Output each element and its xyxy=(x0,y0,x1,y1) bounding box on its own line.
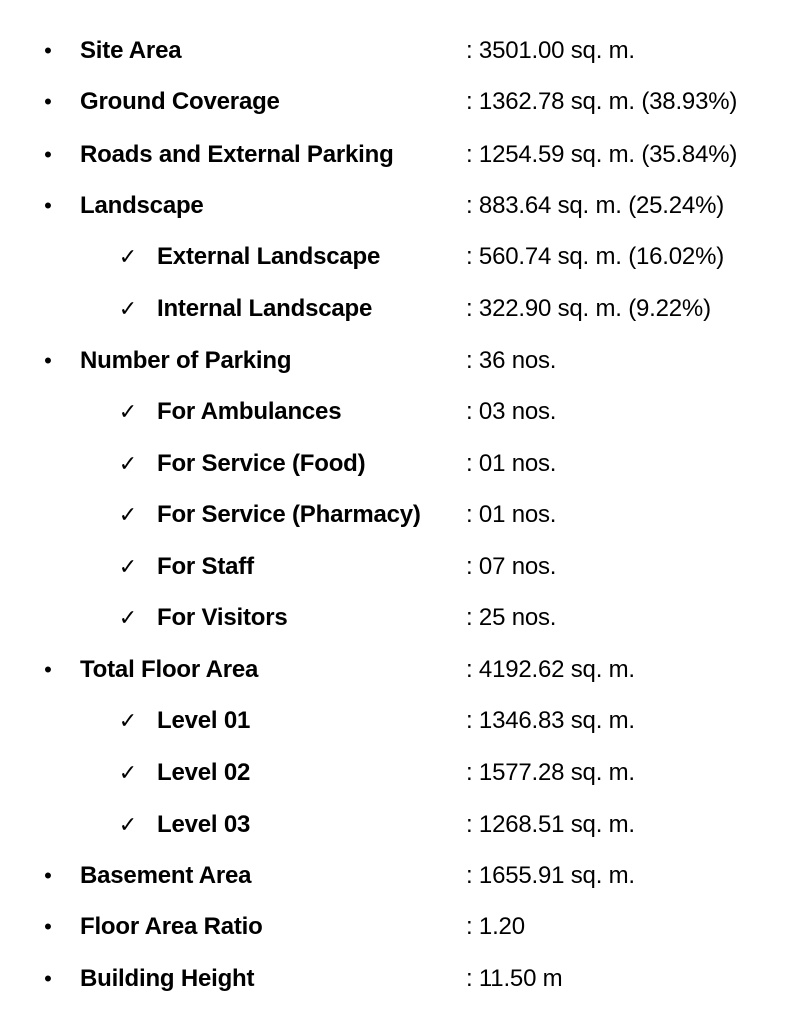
item-value: : 1254.59 sq. m. (35.84%) xyxy=(466,141,738,168)
list-item-for-service-food xyxy=(0,444,800,484)
bullet-icon: • xyxy=(44,38,52,63)
item-label: Landscape xyxy=(80,192,204,219)
item-label: Ground Coverage xyxy=(80,88,280,115)
bullet-icon: • xyxy=(44,914,52,939)
item-value: : 1346.83 sq. m. xyxy=(466,707,635,734)
item-value: : 322.90 sq. m. (9.22%) xyxy=(466,295,711,322)
list-item-landscape xyxy=(0,186,800,226)
checkmark-icon: ✓ xyxy=(118,812,138,837)
checkmark-icon: ✓ xyxy=(118,605,138,630)
item-value: : 4192.62 sq. m. xyxy=(466,656,635,683)
item-label: Site Area xyxy=(80,37,182,64)
item-value: : 1268.51 sq. m. xyxy=(466,811,635,838)
item-label: Number of Parking xyxy=(80,347,292,374)
item-label: For Visitors xyxy=(157,604,288,631)
item-label: Floor Area Ratio xyxy=(80,913,263,940)
item-value: : 03 nos. xyxy=(466,398,557,425)
checkmark-icon: ✓ xyxy=(118,554,138,579)
list-item-for-visitors xyxy=(0,598,800,638)
list-item-basement-area xyxy=(0,856,800,896)
checkmark-icon: ✓ xyxy=(118,244,138,269)
item-label: Level 03 xyxy=(157,811,251,838)
list-item-internal-landscape xyxy=(0,289,800,329)
list-item-ground-coverage xyxy=(0,82,800,122)
item-value: : 1577.28 sq. m. xyxy=(466,759,635,786)
bullet-icon: • xyxy=(44,657,52,682)
list-item-level-02 xyxy=(0,753,800,793)
item-label: Basement Area xyxy=(80,862,252,889)
item-label: Internal Landscape xyxy=(157,295,373,322)
list-item-building-height xyxy=(0,959,800,999)
checkmark-icon: ✓ xyxy=(118,708,138,733)
item-label: For Service (Pharmacy) xyxy=(157,501,421,528)
checkmark-icon: ✓ xyxy=(118,296,138,321)
item-value: : 01 nos. xyxy=(466,501,557,528)
item-label: For Ambulances xyxy=(157,398,342,425)
bullet-icon: • xyxy=(44,142,52,167)
item-value: : 11.50 m xyxy=(466,965,563,992)
item-label: External Landscape xyxy=(157,243,381,270)
bullet-icon: • xyxy=(44,348,52,373)
item-value: : 883.64 sq. m. (25.24%) xyxy=(466,192,725,219)
item-value: : 3501.00 sq. m. xyxy=(466,37,635,64)
item-label: For Staff xyxy=(157,553,254,580)
bullet-icon: • xyxy=(44,193,52,218)
item-label: Building Height xyxy=(80,965,255,992)
item-label: Level 02 xyxy=(157,759,251,786)
item-value: : 01 nos. xyxy=(466,450,557,477)
bullet-icon: • xyxy=(44,966,52,991)
list-item-site-area xyxy=(0,31,800,71)
item-value: : 560.74 sq. m. (16.02%) xyxy=(466,243,725,270)
list-item-level-01 xyxy=(0,701,800,741)
list-item-for-service-pharmacy xyxy=(0,495,800,535)
item-value: : 1362.78 sq. m. (38.93%) xyxy=(466,88,738,115)
list-item-floor-area-ratio xyxy=(0,907,800,947)
item-value: : 36 nos. xyxy=(466,347,557,374)
checkmark-icon: ✓ xyxy=(118,451,138,476)
checkmark-icon: ✓ xyxy=(118,502,138,527)
item-label: Roads and External Parking xyxy=(80,141,394,168)
list-item-number-of-parking xyxy=(0,341,800,381)
list-item-for-staff xyxy=(0,547,800,587)
checkmark-icon: ✓ xyxy=(118,399,138,424)
item-value: : 25 nos. xyxy=(466,604,557,631)
list-item-level-03 xyxy=(0,805,800,845)
item-label: For Service (Food) xyxy=(157,450,366,477)
item-value: : 07 nos. xyxy=(466,553,557,580)
list-item-roads-external-parking xyxy=(0,135,800,175)
item-label: Level 01 xyxy=(157,707,251,734)
list-item-total-floor-area xyxy=(0,650,800,690)
list-item-for-ambulances xyxy=(0,392,800,432)
item-value: : 1.20 xyxy=(466,913,525,940)
list-item-external-landscape xyxy=(0,237,800,277)
item-value: : 1655.91 sq. m. xyxy=(466,862,635,889)
bullet-icon: • xyxy=(44,863,52,888)
checkmark-icon: ✓ xyxy=(118,760,138,785)
item-label: Total Floor Area xyxy=(80,656,259,683)
bullet-icon: • xyxy=(44,89,52,114)
